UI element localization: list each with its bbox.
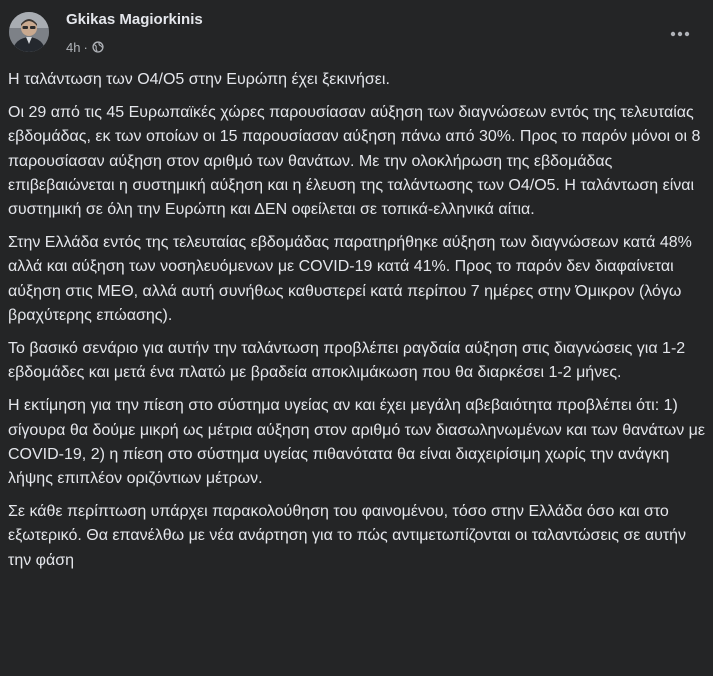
more-horizontal-icon bbox=[670, 31, 690, 37]
post-paragraph: Η εκτίμηση για την πίεση στο σύστημα υγείας αν και έχει μεγάλη αβεβαιότητα προβλέπει ότι: 1) σίγουρα θα δούμε μικρή ως μέτρια αύξηση στον αριθμό των διασωληνωμένων και των θανάτων με COVID-19, 2) η πίεση στο σύστημα υγείας πιθανότατα θα είναι διαχειρίσιμη χωρίς την ανάγκη λήψης επιπλέον οριζόντιων μέτρων. bbox=[8, 397, 706, 488]
avatar-photo bbox=[9, 12, 49, 52]
globe-icon[interactable] bbox=[92, 41, 104, 53]
post-paragraph: Σε κάθε περίπτωση υπάρχει παρακολούθηση του φαινομένου, τόσο στην Ελλάδα όσο και στο εξωτερικό. Θα επανέλθω με νέα ανάρτηση για το πώς αντιμετωπίζονται οι ταλαντώσεις σε αυτήν την φάση bbox=[8, 503, 687, 569]
post-paragraph: Η ταλάντωση των Ο4/Ο5 στην Ευρώπη έχει ξεκινήσει. bbox=[8, 71, 390, 88]
post-paragraph: Οι 29 από τις 45 Ευρωπαϊκές χώρες παρουσίασαν αύξηση των διαγνώσεων εντός της τελευταίας εβδομάδας, εκ των οποίων οι 15 παρουσίασαν αύξηση πάνω από 30%. Προς το παρόν μόνοι οι 8 παρουσίασαν αύξηση στον αριθμό των θανάτων. Με την ολοκλήρωση της εβδομάδας επιβεβαιώνεται η συστημική αύξηση και η έλευση της ταλάντωσης των Ο4/Ο5. Η ταλάντωση είναι συστημική σε όλη την Ευρώπη και ΔΕΝ οφείλεται σε τοπικά-ελληνικά αίτια. bbox=[8, 104, 701, 219]
post-header bbox=[0, 0, 713, 66]
avatar[interactable] bbox=[9, 12, 49, 52]
post-timestamp[interactable]: 4h bbox=[66, 39, 81, 55]
post-body bbox=[8, 68, 706, 582]
post-paragraph: Το βασικό σενάριο για αυτήν την ταλάντωση προβλέπει ραγδαία αύξηση στις διαγνώσεις για 1-2 εβδομάδες και μετά ένα πλατώ με βραδεία αποκλιμάκωση που θα διαρκέσει 1-2 μήνες. bbox=[8, 340, 686, 382]
more-options-button[interactable] bbox=[662, 18, 698, 50]
post-paragraph: Στην Ελλάδα εντός της τελευταίας εβδομάδας παρατηρήθηκε αύξηση των διαγνώσεων κατά 48% αλλά και αύξηση των νοσηλευόμενων με COVID-19 κατά 41%. Προς το παρόν δεν διαφαίνεται αύξηση στις ΜΕΘ, αλλά αυτή συνήθως καθυστερεί κατά περίπου 7 ημέρες στην Όμικρον (λόγω βραχύτερης επώασης). bbox=[8, 234, 692, 324]
post-meta bbox=[66, 38, 104, 56]
author-name[interactable]: Gkikas Magiorkinis bbox=[66, 11, 203, 28]
meta-separator: · bbox=[83, 39, 88, 55]
